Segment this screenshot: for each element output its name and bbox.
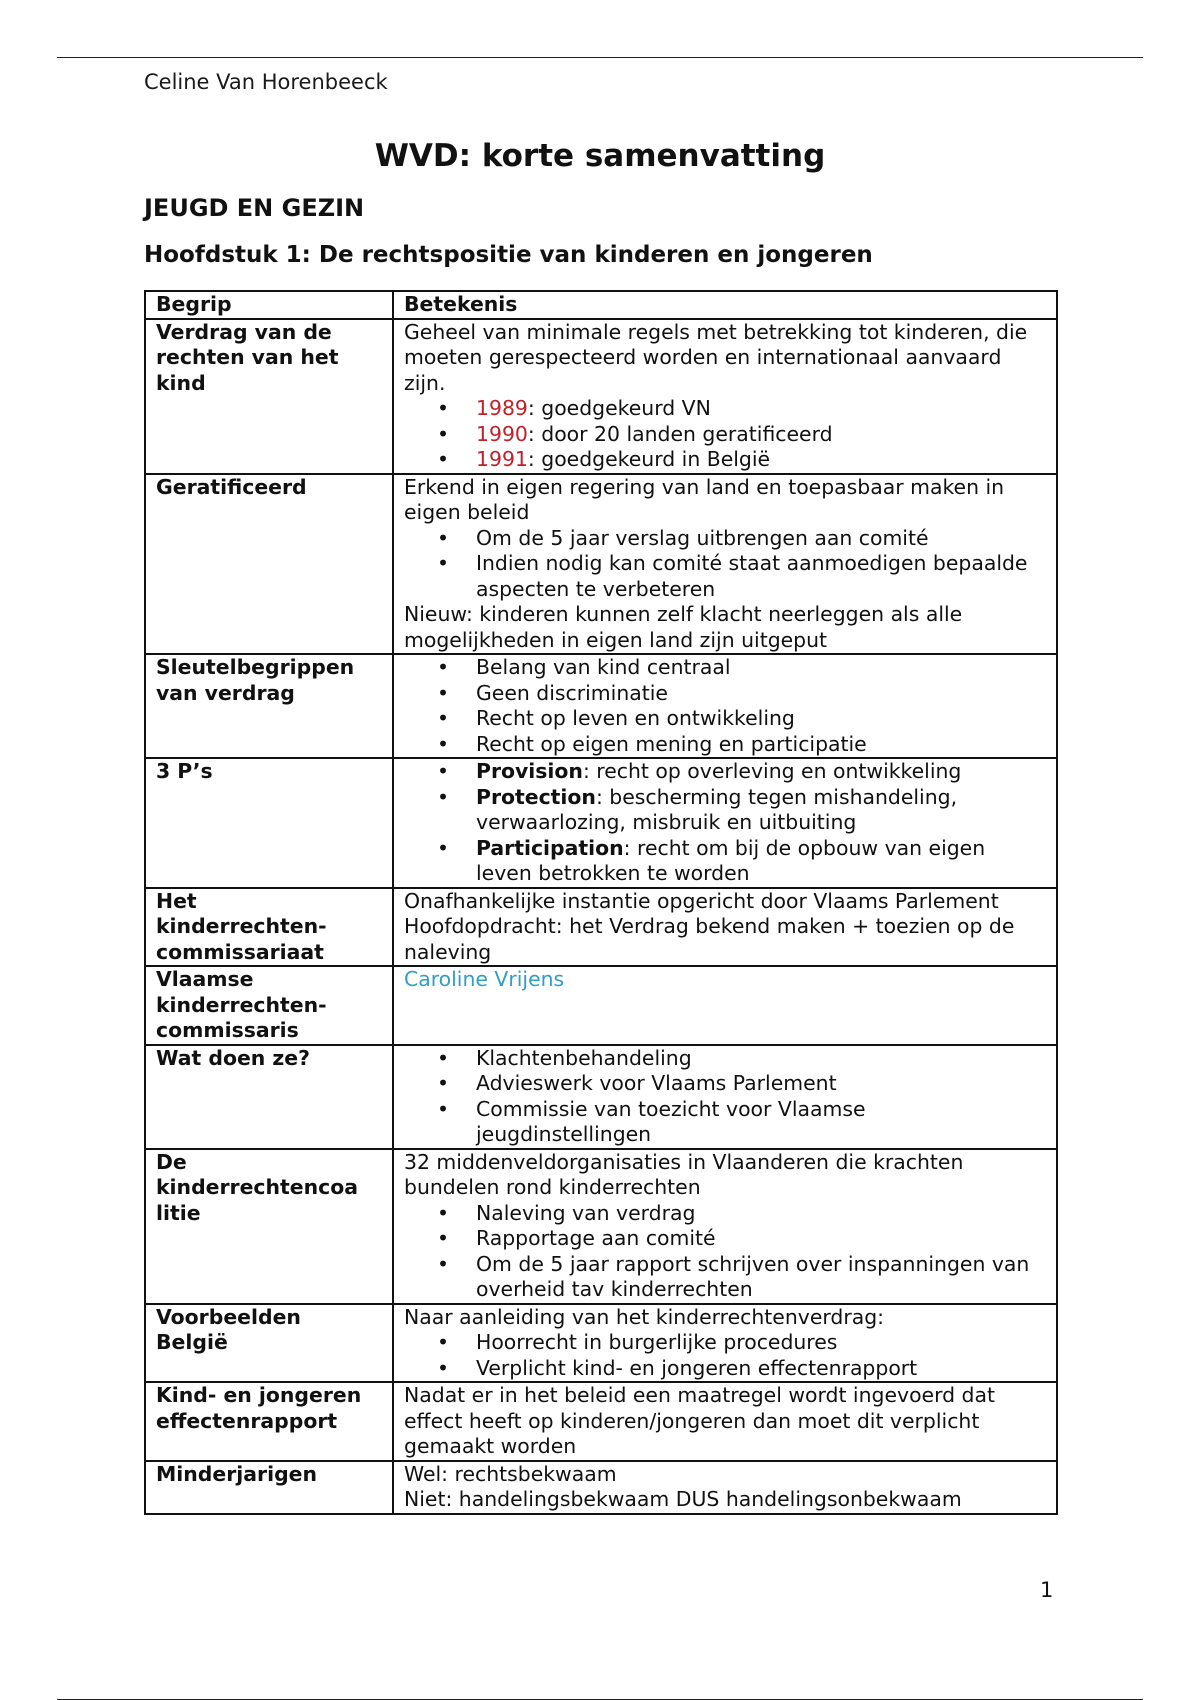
term-line: 3 P’s [156,759,213,783]
list-item: • Recht op eigen mening en participatie [404,732,1046,758]
term-line: Wat doen ze? [156,1045,310,1070]
meaning-text: Geheel van minimale regels met betrekking tot kinderen, die moeten gerespecteerd worden en internationaal aanvaard zijn. [404,319,1028,395]
table-row [145,888,1057,967]
terms-table-body [145,319,1057,1514]
term-line: Sleutelbegrippen [156,655,355,679]
bullet-list [404,759,1046,887]
meaning-text-after: Hoofdopdracht: het Verdrag bekend maken + toezien op de naleving [404,914,1015,964]
list-item: • Klachtenbehandeling [404,1046,1046,1072]
year-highlight: 1990 [476,421,528,446]
meaning-cell [393,1149,1057,1304]
page-number: 1 [1040,1578,1054,1602]
list-item-keyword: Participation [476,835,624,860]
meaning-cell [393,319,1057,474]
list-item-text: : recht om bij de opbouw van eigen leven betrokken te worden [476,835,986,885]
list-item [404,759,1046,785]
table-row [145,1382,1057,1461]
author-name: Celine Van Horenbeeck [144,70,388,94]
term-line: Voorbeelden [156,1304,301,1329]
term-cell [145,758,393,888]
list-item: • Geen discriminatie [404,681,1046,707]
bullet-list [404,1330,1046,1381]
list-item: • Hoorrecht in burgerlijke procedures [404,1330,1046,1356]
table-row [145,474,1057,655]
meaning-text: Onafhankelijke instantie opgericht door Vlaams Parlement [404,888,999,913]
table-row [145,1149,1057,1304]
list-item: • Recht op leven en ontwikkeling [404,706,1046,732]
list-item-text: : door 20 landen geratificeerd [527,421,833,446]
term-cell [145,1304,393,1383]
meaning-text-after: Nieuw: kinderen kunnen zelf klacht neerleggen als alle mogelijkheden in eigen land zijn uitgeput [404,602,963,652]
year-highlight: 1989 [476,396,528,420]
term-line: kinderrechtencoa [156,1175,358,1199]
term-line: België [156,1330,228,1354]
meaning-text: Nadat er in het beleid een maatregel wordt ingevoerd dat effect heeft op kinderen/jongeren dan moet dit verplicht gemaakt worden [404,1383,995,1458]
term-line: effectenrapport [156,1408,338,1433]
list-item [404,422,1046,448]
meaning-cell [393,1461,1057,1514]
meaning-cell [393,1382,1057,1461]
table-row [145,1461,1057,1514]
column-header-term: Begrip [145,291,393,319]
term-line: Kind- en jongeren [156,1383,362,1407]
term-line: kind [156,370,206,395]
terms-table [144,290,1058,1515]
list-item-keyword: Protection [476,784,596,809]
term-cell [145,1149,393,1304]
list-item: • Indien nodig kan comité staat aanmoedigen bepaalde aspecten te verbeteren [404,551,1046,602]
commissioner-name-link: Caroline Vrijens [404,967,565,991]
meaning-cell [393,654,1057,758]
term-cell [145,1461,393,1514]
meaning-cell [393,888,1057,967]
list-item: • Belang van kind centraal [404,655,1046,681]
list-item: • Om de 5 jaar verslag uitbrengen aan comité [404,526,1046,552]
term-line: Het [156,888,197,913]
meaning-cell [393,474,1057,655]
meaning-text: Erkend in eigen regering van land en toepasbaar maken in eigen beleid [404,474,1005,524]
list-item: • Commissie van toezicht voor Vlaamse jeugdinstellingen [404,1097,1046,1148]
term-line: kinderrechten- [156,914,327,938]
section-heading: JEUGD EN GEZIN [144,194,365,222]
header-rule [57,57,1143,58]
table-row [145,1304,1057,1383]
list-item: • Advieswerk voor Vlaams Parlement [404,1071,1046,1097]
term-line: De [156,1149,187,1174]
list-item-text: : goedgekeurd in België [527,447,771,471]
list-item-text: : bescherming tegen mishandeling, verwaarlozing, misbruik en uitbuiting [476,784,958,834]
term-cell [145,319,393,474]
term-line: kinderrechten- [156,992,327,1017]
bullet-list [404,526,1046,603]
meaning-cell [393,1304,1057,1383]
term-cell [145,1382,393,1461]
document-title: WVD: korte samenvatting [374,138,826,174]
term-line: commissaris [156,1018,299,1042]
bullet-list [404,1046,1046,1148]
term-cell [145,474,393,655]
year-highlight: 1991 [476,447,528,471]
meaning-cell [393,758,1057,888]
list-item [404,836,1046,887]
list-item-text: : goedgekeurd VN [527,396,711,420]
meaning-line: Niet: handelingsbekwaam DUS handelingsonbekwaam [404,1487,962,1511]
term-line: Vlaamse [156,967,254,991]
list-item: • Naleving van verdrag [404,1201,1046,1227]
term-line: Minderjarigen [156,1461,318,1486]
column-header-meaning: Betekenis [393,291,1057,319]
table-row [145,758,1057,888]
table-row [145,966,1057,1045]
list-item-keyword: Provision [476,759,583,783]
meaning-text: Naar aanleiding van het kinderrechtenverdrag: [404,1304,885,1329]
list-item [404,447,1046,473]
table-header-row [145,291,1057,319]
list-item: • Rapportage aan comité [404,1226,1046,1252]
meaning-text: 32 middenveldorganisaties in Vlaanderen die krachten bundelen rond kinderrechten [404,1149,964,1199]
term-line: Verdrag van de [156,319,332,344]
term-cell [145,1045,393,1149]
table-row [145,654,1057,758]
chapter-heading: Hoofdstuk 1: De rechtspositie van kinderen en jongeren [144,242,873,268]
list-item: • Verplicht kind- en jongeren effectenrapport [404,1356,1046,1382]
bullet-list [404,1201,1046,1303]
list-item-text: : recht op overleving en ontwikkeling [582,759,962,783]
term-cell [145,966,393,1045]
term-line: commissariaat [156,939,324,964]
table-row [145,319,1057,474]
term-line: van verdrag [156,680,295,705]
bullet-list [404,655,1046,757]
term-line: rechten van het [156,345,339,369]
term-cell [145,654,393,758]
term-cell [145,888,393,967]
list-item [404,396,1046,422]
meaning-cell [393,1045,1057,1149]
meaning-cell [393,966,1057,1045]
table-row [145,1045,1057,1149]
term-line: litie [156,1200,201,1225]
list-item: • Om de 5 jaar rapport schrijven over inspanningen van overheid tav kinderrechten [404,1252,1046,1303]
meaning-line: Wel: rechtsbekwaam [404,1461,617,1486]
list-item [404,785,1046,836]
term-line: Geratificeerd [156,474,307,499]
bullet-list [404,396,1046,473]
